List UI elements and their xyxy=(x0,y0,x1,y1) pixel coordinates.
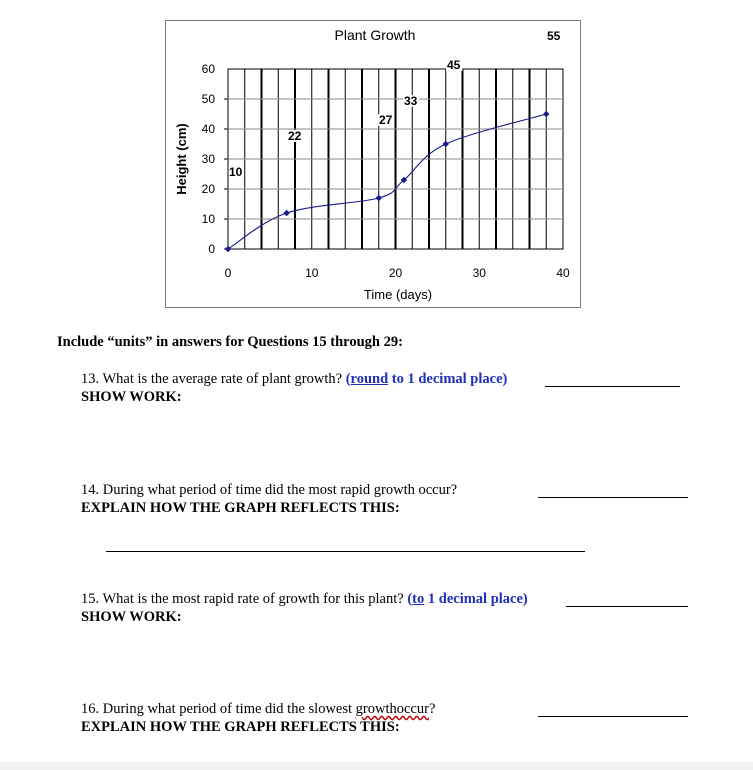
y-tick-label: 40 xyxy=(201,122,215,136)
x-tick-label: 30 xyxy=(472,266,486,280)
answer-line-13[interactable] xyxy=(545,386,680,387)
question-14-work: EXPLAIN HOW THE GRAPH REFLECTS THIS: xyxy=(81,500,400,516)
chart-title: Plant Growth xyxy=(334,27,416,43)
question-16-text xyxy=(103,701,436,717)
answer-line-15[interactable] xyxy=(566,606,688,607)
question-15-note-underlined: to xyxy=(412,591,425,607)
question-16-text-after: ? xyxy=(428,701,436,717)
x-tick-label: 40 xyxy=(556,266,570,280)
x-axis-label: Time (days) xyxy=(363,287,433,302)
instructions-text: Include “units” in answers for Questions 15 through 29: xyxy=(57,334,403,350)
question-13-text: What is the average rate of plant growth? xyxy=(102,371,343,387)
data-label: 55 xyxy=(547,29,561,43)
question-16-number: 16. xyxy=(81,701,100,717)
question-13 xyxy=(81,371,507,388)
y-tick-label: 50 xyxy=(201,92,215,106)
question-14-text: During what period of time did the most rapid growth occur? xyxy=(102,482,458,498)
question-13-work: SHOW WORK: xyxy=(81,389,182,405)
data-label: 10 xyxy=(229,165,243,179)
x-tick-label: 0 xyxy=(224,266,232,280)
question-13-number: 13. xyxy=(81,371,100,387)
question-16-text-before: During what period of time did the slowest xyxy=(102,701,356,717)
question-15-note xyxy=(407,591,527,607)
y-tick-label: 20 xyxy=(201,182,215,196)
data-point-marker xyxy=(376,195,382,201)
question-16-misspelled-word: growthoccur xyxy=(355,701,429,717)
chart-canvas xyxy=(166,21,582,309)
answer-line-14[interactable] xyxy=(538,497,688,498)
plant-growth-chart xyxy=(165,20,581,308)
question-15-work: SHOW WORK: xyxy=(81,609,182,625)
y-axis-label: Height (cm) xyxy=(174,123,189,195)
question-15-note-open: ( xyxy=(407,591,413,607)
answer-line-16[interactable] xyxy=(538,716,688,717)
question-15 xyxy=(81,591,528,608)
y-tick-label: 30 xyxy=(201,152,215,166)
data-label: 27 xyxy=(379,113,393,127)
data-point-marker xyxy=(543,111,549,117)
question-16 xyxy=(81,701,435,718)
page-bottom-band xyxy=(0,762,753,770)
x-tick-label: 10 xyxy=(305,266,319,280)
explain-line-14[interactable] xyxy=(106,551,585,552)
question-13-note-rest: to 1 decimal place) xyxy=(388,371,508,387)
question-16-work: EXPLAIN HOW THE GRAPH REFLECTS THIS: xyxy=(81,719,400,735)
question-15-text: What is the most rapid rate of growth for this plant? xyxy=(102,591,404,607)
x-tick-label: 20 xyxy=(388,266,403,280)
question-14 xyxy=(81,482,457,499)
question-13-note-open: ( xyxy=(345,371,351,387)
question-13-note xyxy=(346,371,508,387)
question-13-note-underlined: round xyxy=(350,371,389,387)
data-point-marker xyxy=(225,246,231,252)
data-point-marker xyxy=(283,210,289,216)
data-label: 22 xyxy=(288,129,302,143)
y-tick-label: 0 xyxy=(208,242,215,256)
question-14-number: 14. xyxy=(81,482,100,498)
y-tick-label: 60 xyxy=(201,62,215,76)
data-point-marker xyxy=(443,141,449,147)
data-label: 33 xyxy=(404,94,418,108)
data-label: 45 xyxy=(447,58,461,72)
question-15-number: 15. xyxy=(81,591,100,607)
series-line xyxy=(228,114,546,249)
question-15-note-rest: 1 decimal place) xyxy=(424,591,528,607)
y-tick-label: 10 xyxy=(201,212,215,226)
